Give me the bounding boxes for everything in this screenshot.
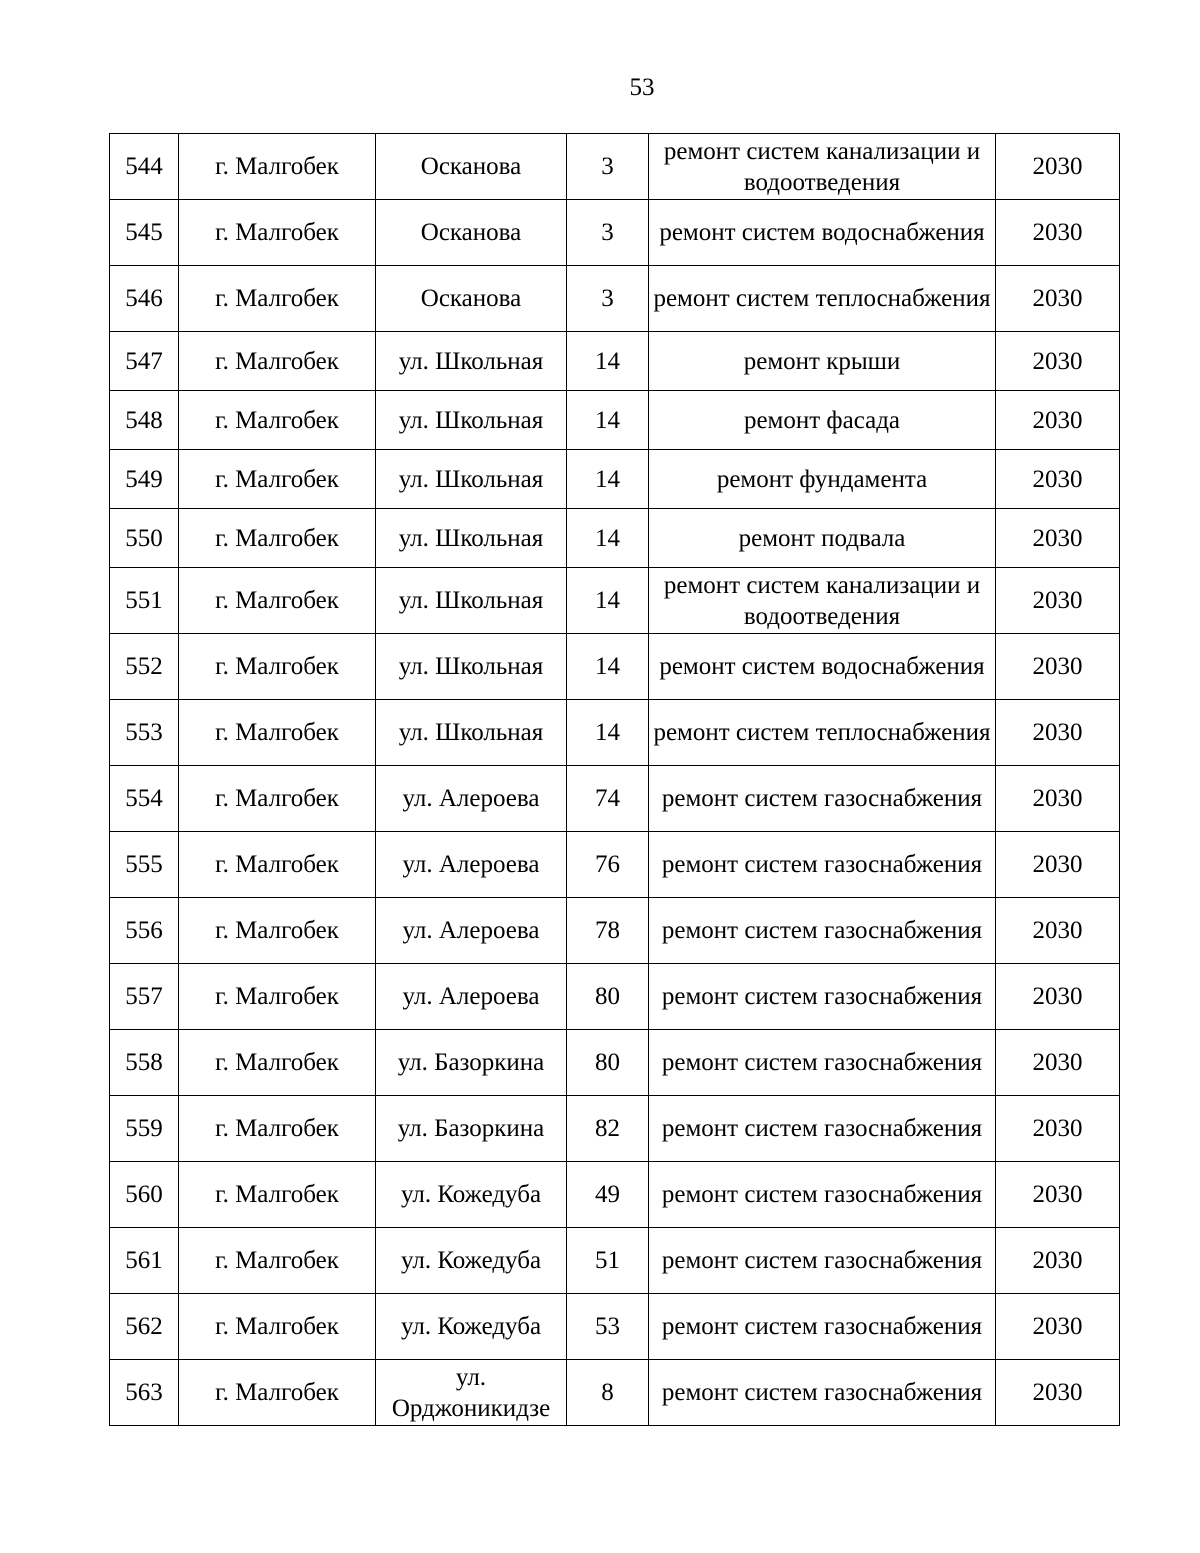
row-number-cell: 547 [110,332,179,391]
table-row [110,1228,1120,1294]
year-cell: 2030 [996,634,1120,700]
year-cell: 2030 [996,898,1120,964]
work-type-cell: ремонт систем водоснабжения [649,200,996,266]
city-cell: г. Малгобек [179,450,376,509]
work-type-cell: ремонт систем газоснабжения [649,1294,996,1360]
city-cell: г. Малгобек [179,332,376,391]
row-number-cell: 550 [110,509,179,568]
work-type-cell: ремонт крыши [649,332,996,391]
house-cell: 82 [567,1096,649,1162]
house-cell: 8 [567,1360,649,1426]
street-cell: ул. Школьная [376,568,567,634]
street-cell: ул. Алероева [376,898,567,964]
street-cell: Осканова [376,266,567,332]
year-cell: 2030 [996,332,1120,391]
year-cell: 2030 [996,1294,1120,1360]
city-cell: г. Малгобек [179,391,376,450]
table-row [110,450,1120,509]
row-number-cell: 559 [110,1096,179,1162]
work-type-cell: ремонт систем водоснабжения [649,634,996,700]
house-cell: 14 [567,700,649,766]
house-cell: 14 [567,634,649,700]
city-cell: г. Малгобек [179,509,376,568]
house-cell: 74 [567,766,649,832]
house-cell: 14 [567,450,649,509]
house-cell: 14 [567,568,649,634]
city-cell: г. Малгобек [179,766,376,832]
table-row [110,1360,1120,1426]
street-cell: ул. Школьная [376,391,567,450]
row-number-cell: 552 [110,634,179,700]
city-cell: г. Малгобек [179,1360,376,1426]
city-cell: г. Малгобек [179,266,376,332]
street-cell: ул. Алероева [376,832,567,898]
street-cell: ул. Кожедуба [376,1228,567,1294]
repair-schedule-table [109,133,1120,1426]
table-row [110,332,1120,391]
city-cell: г. Малгобек [179,200,376,266]
page-number: 53 [629,74,655,101]
year-cell: 2030 [996,266,1120,332]
street-cell: ул. Базоркина [376,1030,567,1096]
street-cell: Осканова [376,200,567,266]
work-type-cell: ремонт фасада [649,391,996,450]
table-row [110,1096,1120,1162]
row-number-cell: 551 [110,568,179,634]
house-cell: 3 [567,266,649,332]
house-cell: 3 [567,134,649,200]
table-row [110,1294,1120,1360]
row-number-cell: 548 [110,391,179,450]
street-cell: ул. Алероева [376,964,567,1030]
row-number-cell: 556 [110,898,179,964]
table-row [110,832,1120,898]
city-cell: г. Малгобек [179,700,376,766]
year-cell: 2030 [996,509,1120,568]
work-type-cell: ремонт систем газоснабжения [649,766,996,832]
street-cell: ул. Школьная [376,332,567,391]
work-type-cell: ремонт систем канализации и водоотведения [649,568,996,634]
city-cell: г. Малгобек [179,1162,376,1228]
table-row [110,391,1120,450]
row-number-cell: 554 [110,766,179,832]
table-row [110,568,1120,634]
year-cell: 2030 [996,568,1120,634]
work-type-cell: ремонт систем теплоснабжения [649,700,996,766]
work-type-cell: ремонт систем газоснабжения [649,1030,996,1096]
house-cell: 14 [567,332,649,391]
row-number-cell: 546 [110,266,179,332]
work-type-cell: ремонт подвала [649,509,996,568]
year-cell: 2030 [996,964,1120,1030]
house-cell: 78 [567,898,649,964]
row-number-cell: 553 [110,700,179,766]
city-cell: г. Малгобек [179,634,376,700]
work-type-cell: ремонт систем газоснабжения [649,964,996,1030]
work-type-cell: ремонт систем теплоснабжения [649,266,996,332]
work-type-cell: ремонт фундамента [649,450,996,509]
row-number-cell: 549 [110,450,179,509]
street-cell: ул. Школьная [376,634,567,700]
street-cell: ул. Орджоникидзе [376,1360,567,1426]
work-type-cell: ремонт систем газоснабжения [649,898,996,964]
house-cell: 51 [567,1228,649,1294]
house-cell: 14 [567,391,649,450]
street-cell: Осканова [376,134,567,200]
year-cell: 2030 [996,450,1120,509]
row-number-cell: 561 [110,1228,179,1294]
city-cell: г. Малгобек [179,568,376,634]
year-cell: 2030 [996,200,1120,266]
house-cell: 53 [567,1294,649,1360]
table-row [110,509,1120,568]
work-type-cell: ремонт систем газоснабжения [649,1096,996,1162]
row-number-cell: 557 [110,964,179,1030]
table-row [110,964,1120,1030]
work-type-cell: ремонт систем газоснабжения [649,832,996,898]
year-cell: 2030 [996,1228,1120,1294]
year-cell: 2030 [996,1162,1120,1228]
year-cell: 2030 [996,391,1120,450]
street-cell: ул. Алероева [376,766,567,832]
city-cell: г. Малгобек [179,832,376,898]
year-cell: 2030 [996,766,1120,832]
street-cell: ул. Кожедуба [376,1294,567,1360]
street-cell: ул. Кожедуба [376,1162,567,1228]
work-type-cell: ремонт систем газоснабжения [649,1162,996,1228]
table-row [110,266,1120,332]
city-cell: г. Малгобек [179,1030,376,1096]
city-cell: г. Малгобек [179,898,376,964]
year-cell: 2030 [996,1360,1120,1426]
work-type-cell: ремонт систем газоснабжения [649,1228,996,1294]
work-type-cell: ремонт систем канализации и водоотведения [649,134,996,200]
table-row [110,1030,1120,1096]
street-cell: ул. Базоркина [376,1096,567,1162]
row-number-cell: 544 [110,134,179,200]
table-row [110,766,1120,832]
table-row [110,898,1120,964]
year-cell: 2030 [996,700,1120,766]
street-cell: ул. Школьная [376,700,567,766]
house-cell: 3 [567,200,649,266]
row-number-cell: 560 [110,1162,179,1228]
year-cell: 2030 [996,134,1120,200]
row-number-cell: 563 [110,1360,179,1426]
table-row [110,1162,1120,1228]
table-row [110,634,1120,700]
city-cell: г. Малгобек [179,964,376,1030]
house-cell: 14 [567,509,649,568]
street-cell: ул. Школьная [376,509,567,568]
city-cell: г. Малгобек [179,1294,376,1360]
work-type-cell: ремонт систем газоснабжения [649,1360,996,1426]
row-number-cell: 545 [110,200,179,266]
table-row [110,134,1120,200]
row-number-cell: 562 [110,1294,179,1360]
house-cell: 80 [567,1030,649,1096]
row-number-cell: 555 [110,832,179,898]
house-cell: 76 [567,832,649,898]
table-row [110,200,1120,266]
street-cell: ул. Школьная [376,450,567,509]
house-cell: 49 [567,1162,649,1228]
house-cell: 80 [567,964,649,1030]
year-cell: 2030 [996,832,1120,898]
year-cell: 2030 [996,1030,1120,1096]
row-number-cell: 558 [110,1030,179,1096]
year-cell: 2030 [996,1096,1120,1162]
city-cell: г. Малгобек [179,134,376,200]
city-cell: г. Малгобек [179,1096,376,1162]
table-row [110,700,1120,766]
city-cell: г. Малгобек [179,1228,376,1294]
